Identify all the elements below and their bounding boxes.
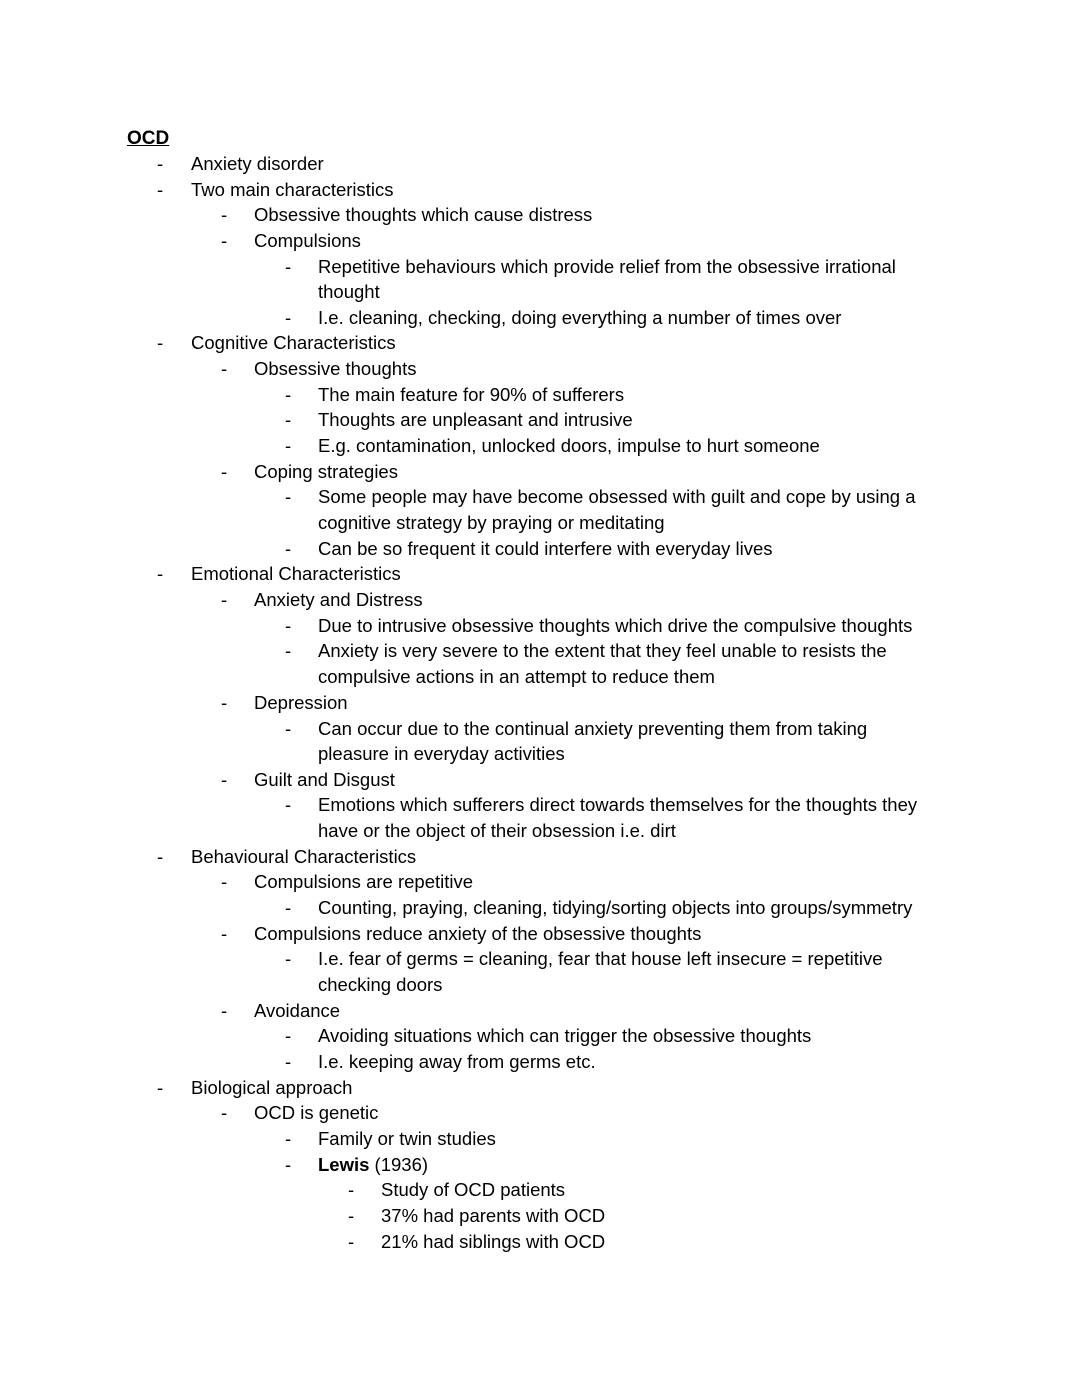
bullet-dash: - bbox=[285, 538, 292, 559]
bullet-dash: - bbox=[348, 1231, 355, 1252]
bullet-dash: - bbox=[285, 307, 292, 328]
bullet-dash: - bbox=[285, 435, 292, 456]
bullet-dash: - bbox=[285, 897, 292, 918]
list-item: Anxiety and Distress bbox=[254, 589, 423, 610]
bullet-dash: - bbox=[157, 1077, 164, 1098]
bullet-dash: - bbox=[348, 1205, 355, 1226]
bullet-dash: - bbox=[157, 563, 164, 584]
bullet-dash: - bbox=[221, 1102, 228, 1123]
list-item: Compulsions are repetitive bbox=[254, 871, 474, 892]
bullet-dash: - bbox=[285, 1154, 292, 1175]
list-item: Avoidance bbox=[254, 1000, 341, 1021]
list-item: I.e. fear of germs = cleaning, fear that house left insecure = repetitive bbox=[318, 948, 883, 969]
list-item-continuation: checking doors bbox=[318, 974, 443, 995]
bullet-dash: - bbox=[221, 692, 228, 713]
list-item-continuation: have or the object of their obsession i.e. dirt bbox=[318, 820, 676, 841]
list-item: Avoiding situations which can trigger the obsessive thoughts bbox=[318, 1025, 812, 1046]
bullet-dash: - bbox=[285, 384, 292, 405]
list-item: Can occur due to the continual anxiety preventing them from taking bbox=[318, 718, 868, 739]
bullet-dash: - bbox=[157, 332, 164, 353]
list-item: Can be so frequent it could interfere with everyday lives bbox=[318, 538, 773, 559]
bullet-dash: - bbox=[221, 769, 228, 790]
list-item: Compulsions bbox=[254, 230, 361, 251]
bullet-dash: - bbox=[157, 153, 164, 174]
list-item: Obsessive thoughts bbox=[254, 358, 417, 379]
bullet-dash: - bbox=[157, 846, 164, 867]
bullet-dash: - bbox=[285, 1051, 292, 1072]
bullet-dash: - bbox=[221, 204, 228, 225]
list-item: Coping strategies bbox=[254, 461, 398, 482]
list-item: Emotional Characteristics bbox=[191, 563, 401, 584]
bullet-dash: - bbox=[221, 1000, 228, 1021]
bullet-dash: - bbox=[285, 794, 292, 815]
list-item: Cognitive Characteristics bbox=[191, 332, 396, 353]
list-item: I.e. cleaning, checking, doing everything a number of times over bbox=[318, 307, 842, 328]
bullet-dash: - bbox=[157, 179, 164, 200]
bullet-dash: - bbox=[221, 923, 228, 944]
list-item-continuation: compulsive actions in an attempt to reduce them bbox=[318, 666, 715, 687]
bullet-dash: - bbox=[285, 409, 292, 430]
list-item: Counting, praying, cleaning, tidying/sorting objects into groups/symmetry bbox=[318, 897, 913, 918]
list-item: Thoughts are unpleasant and intrusive bbox=[318, 409, 633, 430]
list-item: Behavioural Characteristics bbox=[191, 846, 417, 867]
list-item: Depression bbox=[254, 692, 348, 713]
list-item: Anxiety disorder bbox=[191, 153, 324, 174]
list-item-continuation: pleasure in everyday activities bbox=[318, 743, 565, 764]
list-item: 21% had siblings with OCD bbox=[381, 1231, 606, 1252]
list-item: Emotions which sufferers direct towards themselves for the thoughts they bbox=[318, 794, 918, 815]
list-item: Anxiety is very severe to the extent that they feel unable to resists the bbox=[318, 640, 887, 661]
list-item-continuation: cognitive strategy by praying or meditating bbox=[318, 512, 665, 533]
bullet-dash: - bbox=[221, 461, 228, 482]
list-item: Study of OCD patients bbox=[381, 1179, 566, 1200]
bullet-dash: - bbox=[285, 948, 292, 969]
bullet-dash: - bbox=[285, 486, 292, 507]
list-item: 37% had parents with OCD bbox=[381, 1205, 606, 1226]
list-item-continuation: thought bbox=[318, 281, 380, 302]
bullet-dash: - bbox=[221, 230, 228, 251]
bullet-dash: - bbox=[221, 871, 228, 892]
list-item: Two main characteristics bbox=[191, 179, 394, 200]
bullet-dash: - bbox=[221, 589, 228, 610]
list-item: Repetitive behaviours which provide relief from the obsessive irrational bbox=[318, 256, 896, 277]
bullet-dash: - bbox=[285, 256, 292, 277]
list-item: Compulsions reduce anxiety of the obsessive thoughts bbox=[254, 923, 702, 944]
list-item: Due to intrusive obsessive thoughts which drive the compulsive thoughts bbox=[318, 615, 913, 636]
study-year: (1936) bbox=[369, 1154, 429, 1175]
bullet-dash: - bbox=[348, 1179, 355, 1200]
bullet-dash: - bbox=[285, 640, 292, 661]
list-item: The main feature for 90% of sufferers bbox=[318, 384, 625, 405]
bullet-dash: - bbox=[285, 718, 292, 739]
author-name: Lewis bbox=[318, 1154, 370, 1175]
list-item bbox=[318, 1152, 428, 1178]
page-title: OCD bbox=[127, 128, 170, 149]
bullet-dash: - bbox=[285, 1025, 292, 1046]
list-item: Obsessive thoughts which cause distress bbox=[254, 204, 593, 225]
bullet-dash: - bbox=[221, 358, 228, 379]
list-item: E.g. contamination, unlocked doors, impulse to hurt someone bbox=[318, 435, 820, 456]
bullet-dash: - bbox=[285, 1128, 292, 1149]
list-item: OCD is genetic bbox=[254, 1102, 379, 1123]
bullet-dash: - bbox=[285, 615, 292, 636]
list-item: Biological approach bbox=[191, 1077, 353, 1098]
list-item: I.e. keeping away from germs etc. bbox=[318, 1051, 596, 1072]
list-item: Guilt and Disgust bbox=[254, 769, 395, 790]
list-item: Some people may have become obsessed with guilt and cope by using a bbox=[318, 486, 916, 507]
list-item: Family or twin studies bbox=[318, 1128, 496, 1149]
